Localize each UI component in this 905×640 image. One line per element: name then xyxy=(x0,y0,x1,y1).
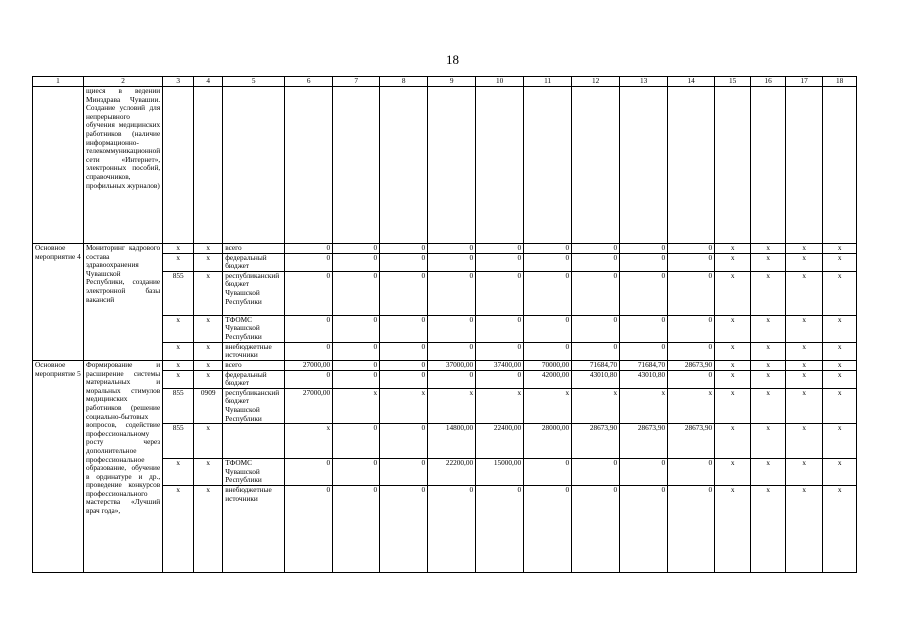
value-cell: 0 xyxy=(380,342,428,360)
value-cell: 0 xyxy=(428,370,476,388)
column-number-4: 4 xyxy=(194,77,223,87)
value-cell: 0 xyxy=(668,486,715,573)
value-cell: 0 xyxy=(668,271,715,315)
value-cell: 0 xyxy=(285,244,333,254)
value-cell: 42000,00 xyxy=(524,370,572,388)
value-cell: 0 xyxy=(333,342,380,360)
funding-source: внебюджетные источники xyxy=(223,342,285,360)
value-cell: x xyxy=(786,271,823,315)
value-cell: 0 xyxy=(620,253,668,271)
value-cell: 0 xyxy=(285,315,333,342)
value-cell: 0 xyxy=(380,486,428,573)
value-cell: 0 xyxy=(572,244,620,254)
column-number-16: 16 xyxy=(751,77,786,87)
measure-5-label: Основное мероприятие 5 xyxy=(33,360,84,572)
value-cell: 0 xyxy=(285,253,333,271)
value-cell: x xyxy=(786,459,823,486)
value-cell: x xyxy=(668,388,715,423)
funding-source: республиканский бюджет Чувашской Республики xyxy=(223,388,285,423)
kbk-code: x xyxy=(163,244,194,254)
kbk-code: 855 xyxy=(163,271,194,315)
value-cell: 0 xyxy=(668,370,715,388)
value-cell: 0 xyxy=(285,342,333,360)
funding-source: внебюджетные источники xyxy=(223,486,285,573)
value-cell: x xyxy=(823,424,857,459)
value-cell: 70000,00 xyxy=(524,360,572,370)
value-cell: x xyxy=(786,360,823,370)
value-cell: x xyxy=(380,388,428,423)
value-cell: x xyxy=(823,459,857,486)
value-cell: 0 xyxy=(428,271,476,315)
column-number-8: 8 xyxy=(380,77,428,87)
funding-source: республиканский бюджет Чувашской Республики xyxy=(223,271,285,315)
value-cell: x xyxy=(751,370,786,388)
kbk-code: x xyxy=(163,486,194,573)
section-code: x xyxy=(194,360,223,370)
value-cell: 0 xyxy=(668,459,715,486)
value-cell: x xyxy=(751,253,786,271)
value-cell: 0 xyxy=(333,486,380,573)
value-cell: 0 xyxy=(524,486,572,573)
value-cell: 0 xyxy=(333,271,380,315)
empty-cell xyxy=(572,87,620,244)
value-cell: 28673,90 xyxy=(620,424,668,459)
column-number-6: 6 xyxy=(285,77,333,87)
value-cell: x xyxy=(715,424,751,459)
value-cell: 0 xyxy=(572,459,620,486)
value-cell: x xyxy=(572,388,620,423)
empty-cell xyxy=(194,87,223,244)
value-cell: x xyxy=(751,360,786,370)
section-code: x xyxy=(194,486,223,573)
value-cell: 0 xyxy=(572,342,620,360)
empty-cell xyxy=(524,87,572,244)
value-cell: x xyxy=(823,315,857,342)
value-cell: 0 xyxy=(380,271,428,315)
value-cell: x xyxy=(751,388,786,423)
kbk-code: x xyxy=(163,360,194,370)
value-cell: x xyxy=(786,244,823,254)
empty-cell xyxy=(620,87,668,244)
empty-cell xyxy=(428,87,476,244)
value-cell: 37000,00 xyxy=(428,360,476,370)
kbk-code: x xyxy=(163,459,194,486)
empty-cell xyxy=(823,87,857,244)
value-cell: 0 xyxy=(620,271,668,315)
funding-source xyxy=(223,424,285,459)
header-row xyxy=(33,77,857,87)
value-cell: 22200,00 xyxy=(428,459,476,486)
value-cell: x xyxy=(786,342,823,360)
value-cell: x xyxy=(715,486,751,573)
value-cell: 37400,00 xyxy=(476,360,524,370)
column-number-9: 9 xyxy=(428,77,476,87)
funding-source: федеральный бюджет xyxy=(223,370,285,388)
value-cell: x xyxy=(823,244,857,254)
empty-cell xyxy=(380,87,428,244)
value-cell: 0 xyxy=(476,342,524,360)
section-code: x xyxy=(194,370,223,388)
measure-4-description: Мониторинг кадрового состава здравоохранения Чувашской Республики, создание электронной базы вакансий xyxy=(84,244,163,361)
empty-cell xyxy=(333,87,380,244)
value-cell: x xyxy=(715,388,751,423)
value-cell: 71684,70 xyxy=(572,360,620,370)
funding-source: ТФОМС Чувашской Республики xyxy=(223,459,285,486)
kbk-code: x xyxy=(163,370,194,388)
value-cell: 0 xyxy=(428,315,476,342)
value-cell: x xyxy=(715,370,751,388)
value-cell: 0 xyxy=(668,342,715,360)
value-cell: x xyxy=(823,360,857,370)
empty-cell xyxy=(223,87,285,244)
value-cell: x xyxy=(715,253,751,271)
value-cell: 0 xyxy=(668,244,715,254)
value-cell: x xyxy=(786,253,823,271)
empty-cell xyxy=(668,87,715,244)
value-cell: 0 xyxy=(524,315,572,342)
continuation-text: щиеся в ведении Минздрава Чувашии. Создание условий для непрерывного обучения медицинских работников (наличие информационно-телекоммуникационной сети «Интернет», электронных пособий, справочников, профильных журналов) xyxy=(84,87,163,244)
value-cell: 0 xyxy=(572,486,620,573)
value-cell: x xyxy=(751,244,786,254)
value-cell: 0 xyxy=(476,244,524,254)
value-cell: 0 xyxy=(428,486,476,573)
value-cell: x xyxy=(715,271,751,315)
section-code: x xyxy=(194,253,223,271)
value-cell: 0 xyxy=(333,253,380,271)
value-cell: 0 xyxy=(285,486,333,573)
value-cell: x xyxy=(751,315,786,342)
empty-cell xyxy=(751,87,786,244)
value-cell: 27000,00 xyxy=(285,360,333,370)
value-cell: 0 xyxy=(476,315,524,342)
column-number-10: 10 xyxy=(476,77,524,87)
value-cell: x xyxy=(751,486,786,573)
value-cell: 0 xyxy=(620,342,668,360)
column-number-5: 5 xyxy=(223,77,285,87)
value-cell: 0 xyxy=(285,459,333,486)
value-cell: x xyxy=(751,424,786,459)
measure-5-description: Формирование и расширение системы материальных и моральных стимулов медицинских работников (решение социально-бытовых вопросов, содействие профессиональному росту через дополнительное профессиональное образование, обучение в ординатуре и др., проведение конкурсов профессионального мастерства «Лучший врач года», xyxy=(84,360,163,572)
empty-cell xyxy=(163,87,194,244)
value-cell: x xyxy=(786,315,823,342)
value-cell: 0 xyxy=(572,253,620,271)
value-cell: x xyxy=(715,342,751,360)
value-cell: 0 xyxy=(333,424,380,459)
continuation-row xyxy=(33,87,857,244)
value-cell: x xyxy=(786,388,823,423)
value-cell: x xyxy=(751,271,786,315)
value-cell: 0 xyxy=(333,360,380,370)
value-cell: 28673,90 xyxy=(572,424,620,459)
kbk-code: x xyxy=(163,253,194,271)
value-cell: x xyxy=(751,342,786,360)
value-cell: 0 xyxy=(333,244,380,254)
value-cell: 22400,00 xyxy=(476,424,524,459)
column-number-2: 2 xyxy=(84,77,163,87)
empty-cell xyxy=(786,87,823,244)
value-cell: 0 xyxy=(380,360,428,370)
value-cell: x xyxy=(476,388,524,423)
value-cell: 0 xyxy=(428,342,476,360)
funding-source: всего xyxy=(223,244,285,254)
column-number-1: 1 xyxy=(33,77,84,87)
value-cell: 28000,00 xyxy=(524,424,572,459)
value-cell: 0 xyxy=(333,370,380,388)
value-cell: 28673,90 xyxy=(668,360,715,370)
value-cell: 0 xyxy=(524,271,572,315)
value-cell: x xyxy=(285,424,333,459)
value-cell: x xyxy=(823,486,857,573)
value-cell: 71684,70 xyxy=(620,360,668,370)
page-number: 18 xyxy=(446,52,459,67)
value-cell: 15000,00 xyxy=(476,459,524,486)
kbk-code: 855 xyxy=(163,388,194,423)
value-cell: x xyxy=(823,271,857,315)
value-cell: 0 xyxy=(476,486,524,573)
column-number-17: 17 xyxy=(786,77,823,87)
section-code: x xyxy=(194,459,223,486)
value-cell: 27000,00 xyxy=(285,388,333,423)
section-code: x xyxy=(194,271,223,315)
column-number-3: 3 xyxy=(163,77,194,87)
value-cell: 0 xyxy=(572,315,620,342)
value-cell: x xyxy=(786,424,823,459)
value-cell: x xyxy=(823,370,857,388)
value-cell: 0 xyxy=(428,244,476,254)
measure-4-label: Основное мероприятие 4 xyxy=(33,244,84,361)
value-cell: 28673,90 xyxy=(668,424,715,459)
funding-source: федеральный бюджет xyxy=(223,253,285,271)
value-cell: 0 xyxy=(380,424,428,459)
value-cell: 0 xyxy=(333,459,380,486)
value-cell: 0 xyxy=(476,253,524,271)
column-number-7: 7 xyxy=(333,77,380,87)
value-cell: 0 xyxy=(524,253,572,271)
value-cell: x xyxy=(823,253,857,271)
value-cell: x xyxy=(620,388,668,423)
value-cell: 0 xyxy=(428,253,476,271)
empty-cell xyxy=(33,87,84,244)
value-cell: x xyxy=(823,342,857,360)
value-cell: x xyxy=(428,388,476,423)
value-cell: 0 xyxy=(620,459,668,486)
value-cell: 0 xyxy=(380,459,428,486)
value-cell: x xyxy=(786,370,823,388)
value-cell: 0 xyxy=(380,253,428,271)
value-cell: 0 xyxy=(285,271,333,315)
value-cell: 0 xyxy=(620,486,668,573)
kbk-code: x xyxy=(163,342,194,360)
kbk-code: x xyxy=(163,315,194,342)
value-cell: 0 xyxy=(668,253,715,271)
section-code: x xyxy=(194,244,223,254)
section-code: 0909 xyxy=(194,388,223,423)
empty-cell xyxy=(476,87,524,244)
section-code: x xyxy=(194,315,223,342)
value-cell: 0 xyxy=(572,271,620,315)
table-row xyxy=(33,360,857,370)
column-number-14: 14 xyxy=(668,77,715,87)
kbk-code: 855 xyxy=(163,424,194,459)
value-cell: x xyxy=(751,459,786,486)
value-cell: x xyxy=(823,388,857,423)
value-cell: x xyxy=(715,459,751,486)
column-number-11: 11 xyxy=(524,77,572,87)
column-number-12: 12 xyxy=(572,77,620,87)
value-cell: x xyxy=(715,244,751,254)
funding-source: ТФОМС Чувашской Республики xyxy=(223,315,285,342)
value-cell: 43010,80 xyxy=(620,370,668,388)
section-code: x xyxy=(194,342,223,360)
table-row xyxy=(33,244,857,254)
value-cell: 0 xyxy=(380,244,428,254)
value-cell: x xyxy=(333,388,380,423)
value-cell: 0 xyxy=(620,315,668,342)
value-cell: x xyxy=(786,486,823,573)
funding-source: всего xyxy=(223,360,285,370)
value-cell: 0 xyxy=(524,244,572,254)
value-cell: 0 xyxy=(380,315,428,342)
value-cell: x xyxy=(715,360,751,370)
empty-cell xyxy=(715,87,751,244)
value-cell: x xyxy=(715,315,751,342)
value-cell: 0 xyxy=(333,315,380,342)
column-number-15: 15 xyxy=(715,77,751,87)
value-cell: 0 xyxy=(668,315,715,342)
value-cell: 0 xyxy=(476,370,524,388)
column-number-18: 18 xyxy=(823,77,857,87)
budget-table xyxy=(32,76,857,573)
value-cell: 43010,80 xyxy=(572,370,620,388)
empty-cell xyxy=(285,87,333,244)
value-cell: 0 xyxy=(620,244,668,254)
value-cell: 14800,00 xyxy=(428,424,476,459)
value-cell: 0 xyxy=(380,370,428,388)
value-cell: 0 xyxy=(524,459,572,486)
value-cell: 0 xyxy=(476,271,524,315)
value-cell: x xyxy=(524,388,572,423)
value-cell: 0 xyxy=(285,370,333,388)
column-number-13: 13 xyxy=(620,77,668,87)
section-code: x xyxy=(194,424,223,459)
value-cell: 0 xyxy=(524,342,572,360)
